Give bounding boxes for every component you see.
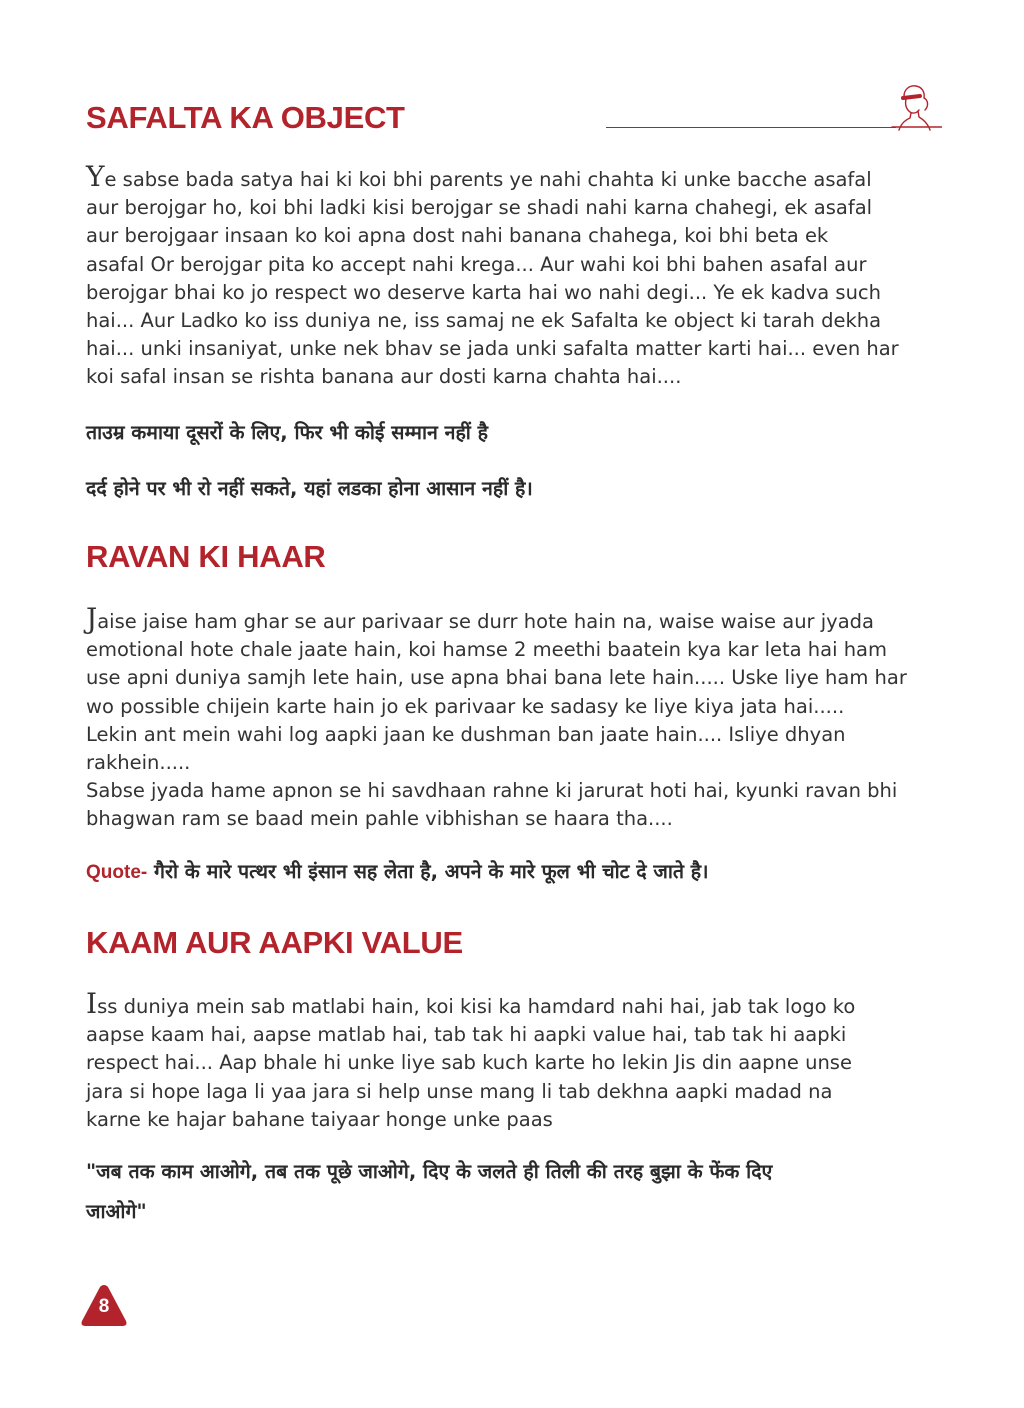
paragraph-line: aapse kaam hai, aapse matlab hai, tab tak hi aapki value hai, tab tak hi aapki [86, 1023, 847, 1047]
paragraph-line: emotional hote chale jaate hain, koi hamse 2 meethi baatein kya kar leta hai ham [86, 638, 888, 662]
drop-cap: J [86, 602, 98, 635]
page-number: 8 [98, 1296, 110, 1317]
woman-portrait-icon [884, 82, 942, 134]
paragraph-line: aur berojgaar insaan ko koi apna dost nahi banana chahega, koi bhi beta ek [86, 224, 829, 248]
drop-cap: Y [86, 160, 105, 193]
paragraph-line: Ye sabse bada satya hai ki koi bhi parents ye nahi chahta ki unke bacche asafal [86, 160, 872, 193]
paragraph-line: rakhein..... [86, 751, 191, 775]
paragraph-line: wo possible chijein karte hain jo ek parivaar ke sadasy ke liye kiya jata hai..... [86, 694, 845, 718]
quote-label: Quote- [86, 862, 148, 883]
hindi-line: ताउम्र कमाया दूसरों के लिए, फिर भी कोई सम्मान नहीं है [86, 421, 488, 444]
paragraph-line: bhagwan ram se baad mein pahle vibhishan se haara tha.... [86, 807, 673, 831]
quote-line [86, 853, 956, 892]
paragraph-line: karne ke hajar bahane taiyaar honge unke paas [86, 1107, 553, 1131]
paragraph-line: Jaise jaise ham ghar se aur parivaar se durr hote hain na, waise waise aur jyada [86, 602, 874, 635]
paragraph-line: use apni duniya samjh lete hain, use apna bhai bana lete hain..... Uske liye ham har [86, 666, 907, 690]
paragraph-line: hai... Aur Ladko ko iss duniya ne, iss samaj ne ek Safalta ke object ki tarah dekha [86, 309, 882, 333]
paragraph-line: asafal Or berojgar pita ko accept nahi krega... Aur wahi koi bhi bahen asafal aur [86, 252, 867, 276]
paragraph-line: Lekin ant mein wahi log aapki jaan ke dushman ban jaate hain.... Isliye dhyan [86, 722, 846, 746]
header-rule [606, 127, 896, 128]
hindi-line: दर्द होने पर भी रो नहीं सकते, यहां लडका होना आसान नहीं है। [86, 477, 533, 500]
paragraph-line: Sabse jyada hame apnon se hi savdhaan rahne ki jarurat hoti hai, kyunki ravan bhi [86, 779, 898, 803]
hindi-line: जाओगे" [86, 1200, 147, 1223]
section-paragraph-ravan [86, 602, 938, 834]
section-heading-kaam: KAAM AUR AAPKI VALUE [86, 925, 463, 960]
paragraph-line: koi safal insan se rishta banana aur dosti karna chahta hai.... [86, 365, 682, 389]
paragraph-line: berojgar bhai ko jo respect wo deserve karta hai wo nahi degi... Ye ek kadva such [86, 280, 882, 304]
section-paragraph-safalta [86, 160, 938, 392]
paragraph-line: aur berojgar ho, koi bhi ladki kisi berojgar se shadi nahi karna chahegi, ek asafal [86, 196, 873, 220]
hindi-line: "जब तक काम आओगे, तब तक पूछे जाओगे, दिए के जलते ही तिली की तरह बुझा के फेंक दिए [86, 1160, 773, 1183]
paragraph-line: hai... unki insaniyat, unke nek bhav se jada unki safalta matter karti hai... even har [86, 337, 899, 361]
paragraph-line: respect hai... Aap bhale hi unke liye sab kuch karte ho lekin Jis din aapne unse [86, 1051, 852, 1075]
section-heading-ravan: RAVAN KI HAAR [86, 539, 326, 574]
drop-cap: I [86, 987, 98, 1020]
quote-text: गैरो के मारे पत्थर भी इंसान सह लेता है, अपने के मारे फूल भी चोट दे जाते है। [147, 860, 709, 883]
paragraph-line: jara si hope laga li yaa jara si help unse mang li tab dekhna aapki madad na [86, 1079, 833, 1103]
paragraph-line: Iss duniya mein sab matlabi hain, koi kisi ka hamdard nahi hai, jab tak logo ko [86, 987, 856, 1020]
section-paragraph-kaam [86, 987, 938, 1134]
section-heading-safalta: SAFALTA KA OBJECT [86, 100, 405, 135]
